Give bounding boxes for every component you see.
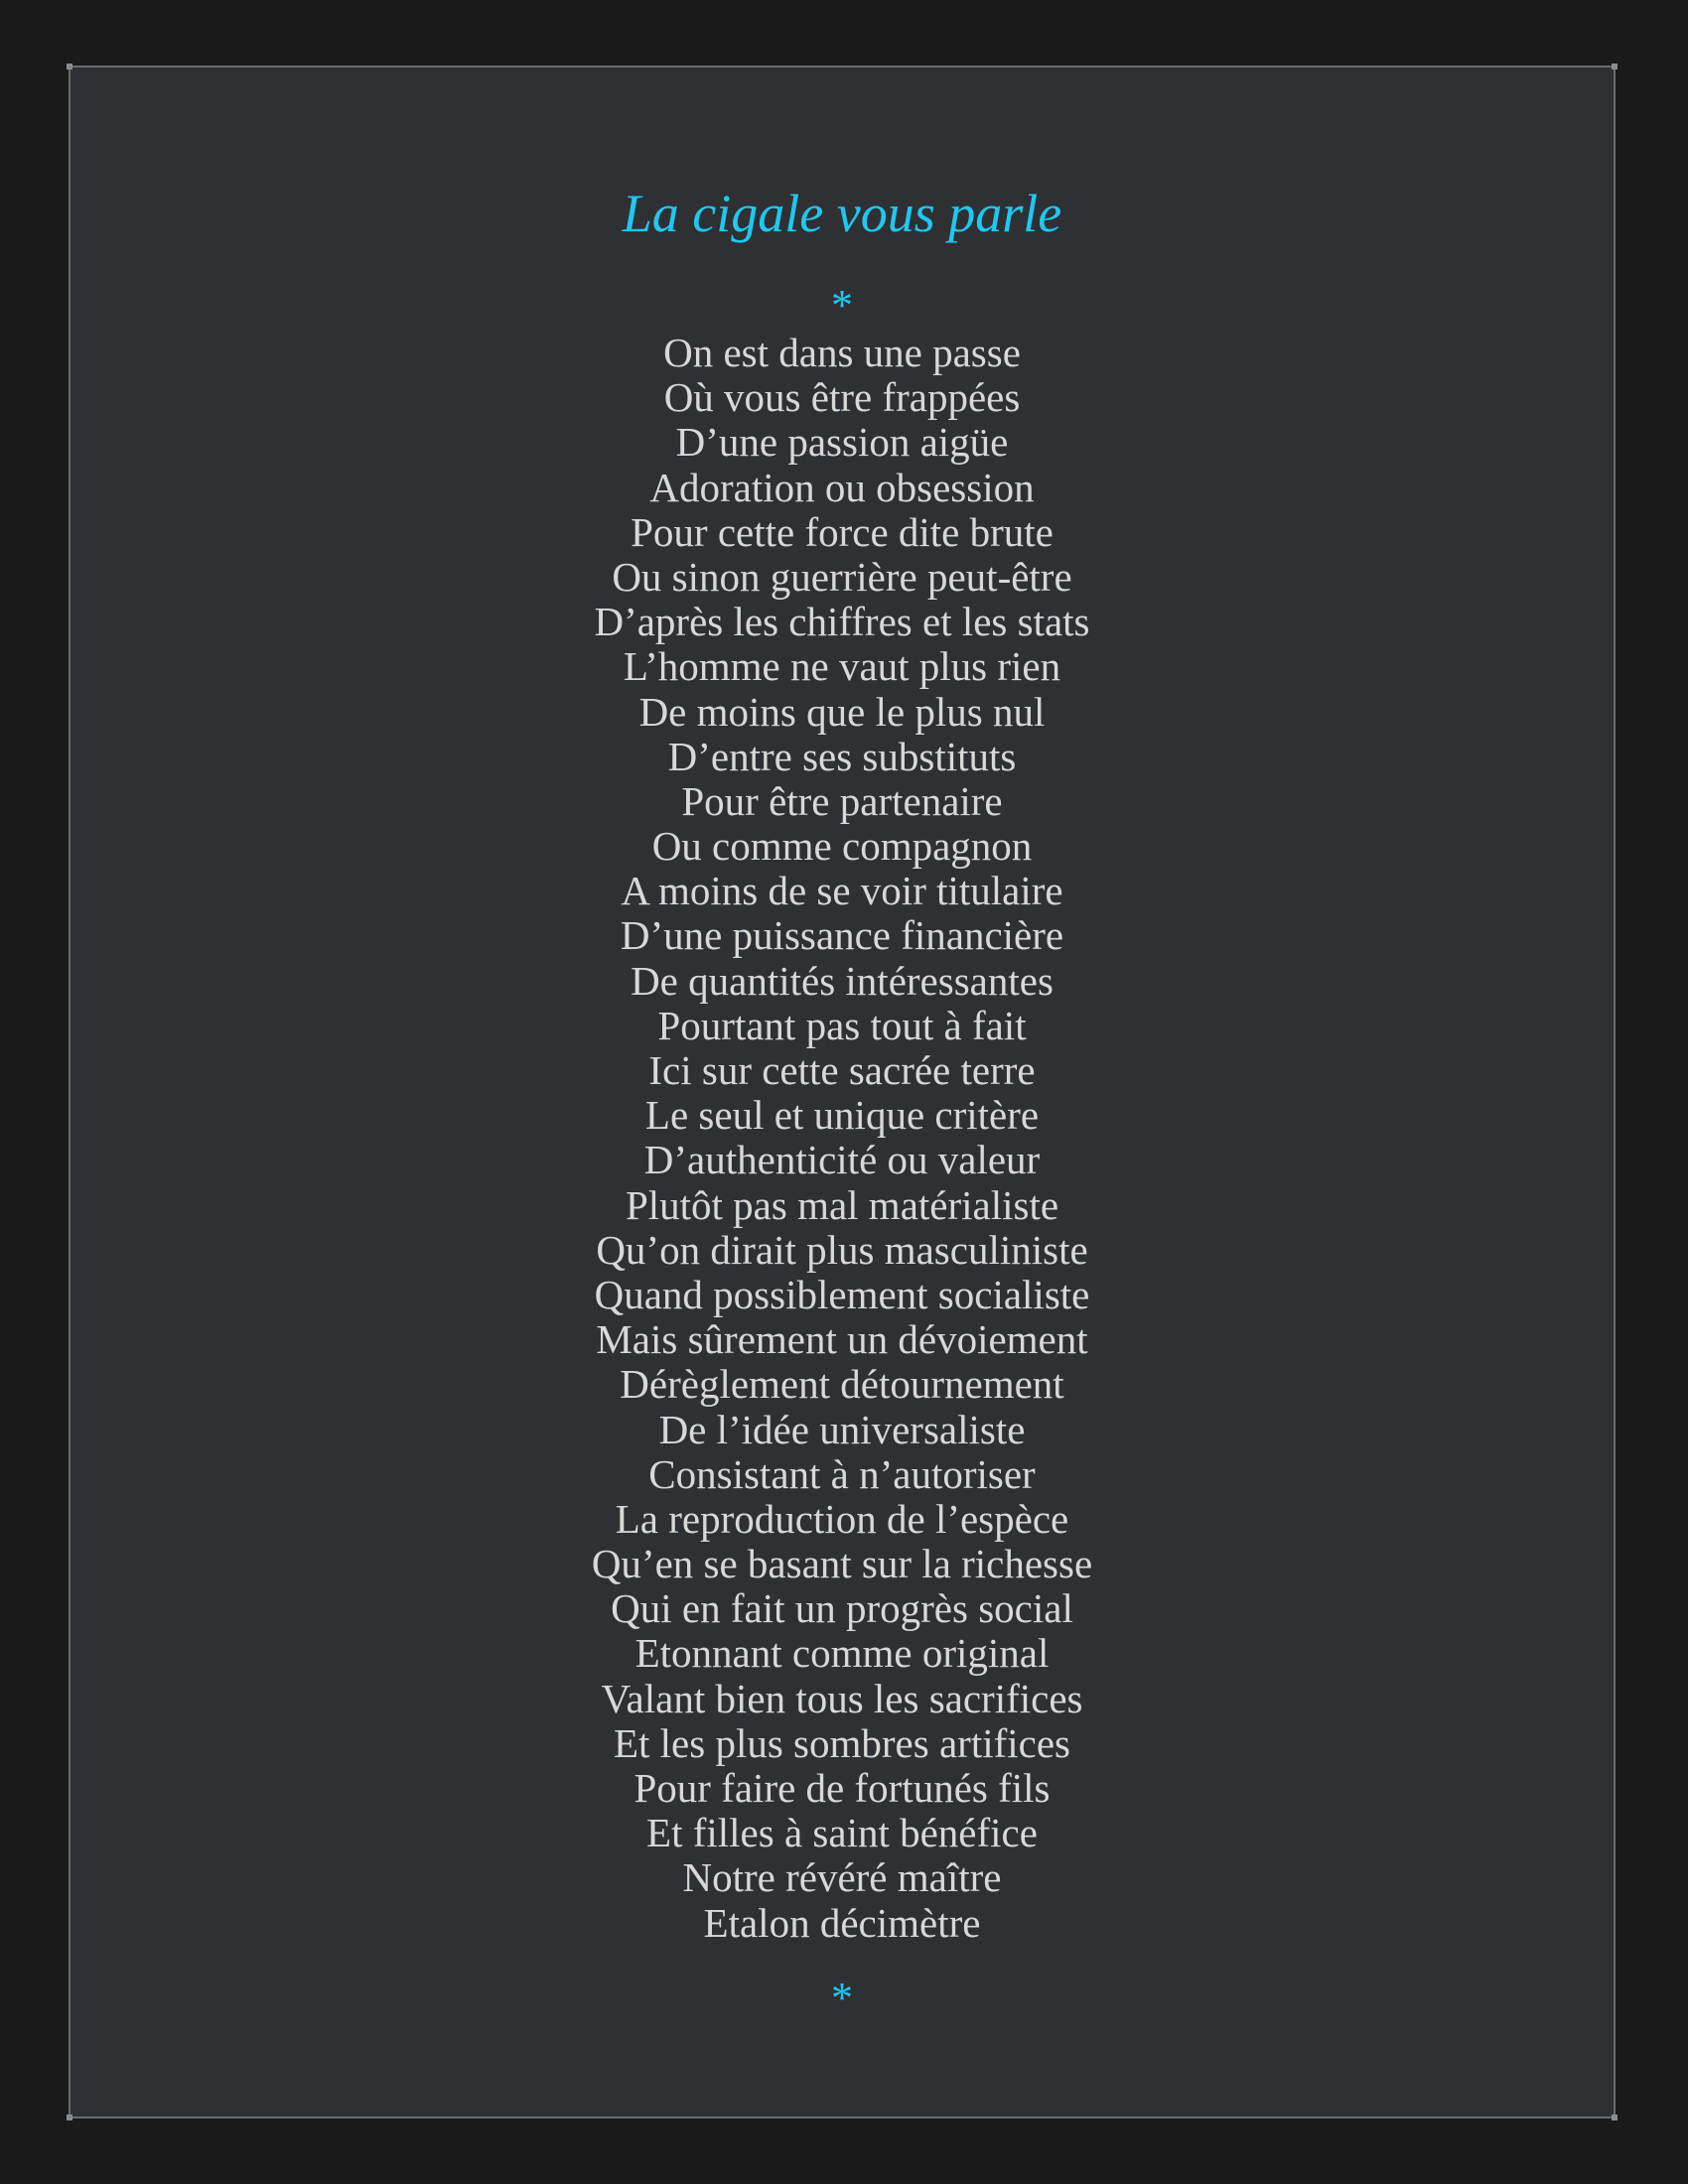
- poem-line: Pour cette force dite brute: [631, 508, 1054, 555]
- poem-line: Pour être partenaire: [681, 777, 1003, 824]
- poem-line: Notre révéré maître: [682, 1854, 1002, 1901]
- poem-line: Etalon décimètre: [703, 1899, 981, 1946]
- poem-line: Adoration ou obsession: [649, 464, 1035, 510]
- poem-line: Ou sinon guerrière peut-être: [612, 553, 1072, 600]
- separator-star-top: *: [831, 281, 853, 330]
- poem-line: Pourtant pas tout à fait: [657, 1002, 1027, 1048]
- poem-line: D’authenticité ou valeur: [643, 1137, 1041, 1183]
- poem-line: Etonnant comme original: [634, 1630, 1050, 1677]
- page-corner-mark: [1612, 64, 1618, 69]
- poem-page: [69, 66, 1616, 2118]
- poem-line: Plutôt pas mal matérialiste: [625, 1181, 1059, 1228]
- poem-line: D’une puissance financière: [620, 912, 1064, 959]
- poem-line: Pour faire de fortunés fils: [633, 1765, 1051, 1811]
- poem-line: La reproduction de l’espèce: [615, 1495, 1069, 1542]
- poem-line: Le seul et unique critère: [644, 1092, 1040, 1139]
- poem-line: Où vous être frappées: [663, 374, 1021, 421]
- poem-line: D’entre ses substituts: [667, 733, 1017, 779]
- poem-line: Ou comme compagnon: [651, 823, 1033, 870]
- poem-line: Et les plus sombres artifices: [613, 1719, 1070, 1766]
- poem-line: Et filles à saint bénéfice: [646, 1810, 1038, 1856]
- poem-line: Dérèglement détournement: [620, 1361, 1064, 1408]
- poem-line: Quand possiblement socialiste: [594, 1271, 1090, 1317]
- poem-line: De moins que le plus nul: [638, 688, 1046, 735]
- poem-line: Qui en fait un progrès social: [611, 1585, 1073, 1632]
- poem-line: Valant bien tous les sacrifices: [601, 1675, 1083, 1721]
- poem-line: De quantités intéressantes: [631, 957, 1054, 1004]
- poem-line: Mais sûrement un dévoiement: [596, 1316, 1088, 1363]
- poem-line: Consistant à n’autoriser: [648, 1450, 1036, 1497]
- page-corner-mark: [67, 2115, 72, 2120]
- page-corner-mark: [67, 64, 72, 69]
- poem-line: Ici sur cette sacrée terre: [648, 1047, 1036, 1093]
- poem-line: On est dans une passe: [663, 330, 1021, 375]
- poem-body: [70, 331, 1614, 1946]
- poem-line: D’après les chiffres et les stats: [594, 599, 1090, 645]
- poem-title: La cigale vous parle: [622, 184, 1062, 243]
- poem-line: L’homme ne vaut plus rien: [623, 643, 1061, 690]
- poem-line: A moins de se voir titulaire: [621, 868, 1063, 914]
- poem-line: D’une passion aigüe: [675, 419, 1009, 466]
- poem-line: Qu’on dirait plus masculiniste: [596, 1226, 1088, 1273]
- page-corner-mark: [1612, 2115, 1618, 2120]
- separator-star-bottom: *: [831, 1974, 853, 2022]
- poem-line: De l’idée universaliste: [658, 1406, 1026, 1452]
- poem-line: Qu’en se basant sur la richesse: [591, 1541, 1093, 1587]
